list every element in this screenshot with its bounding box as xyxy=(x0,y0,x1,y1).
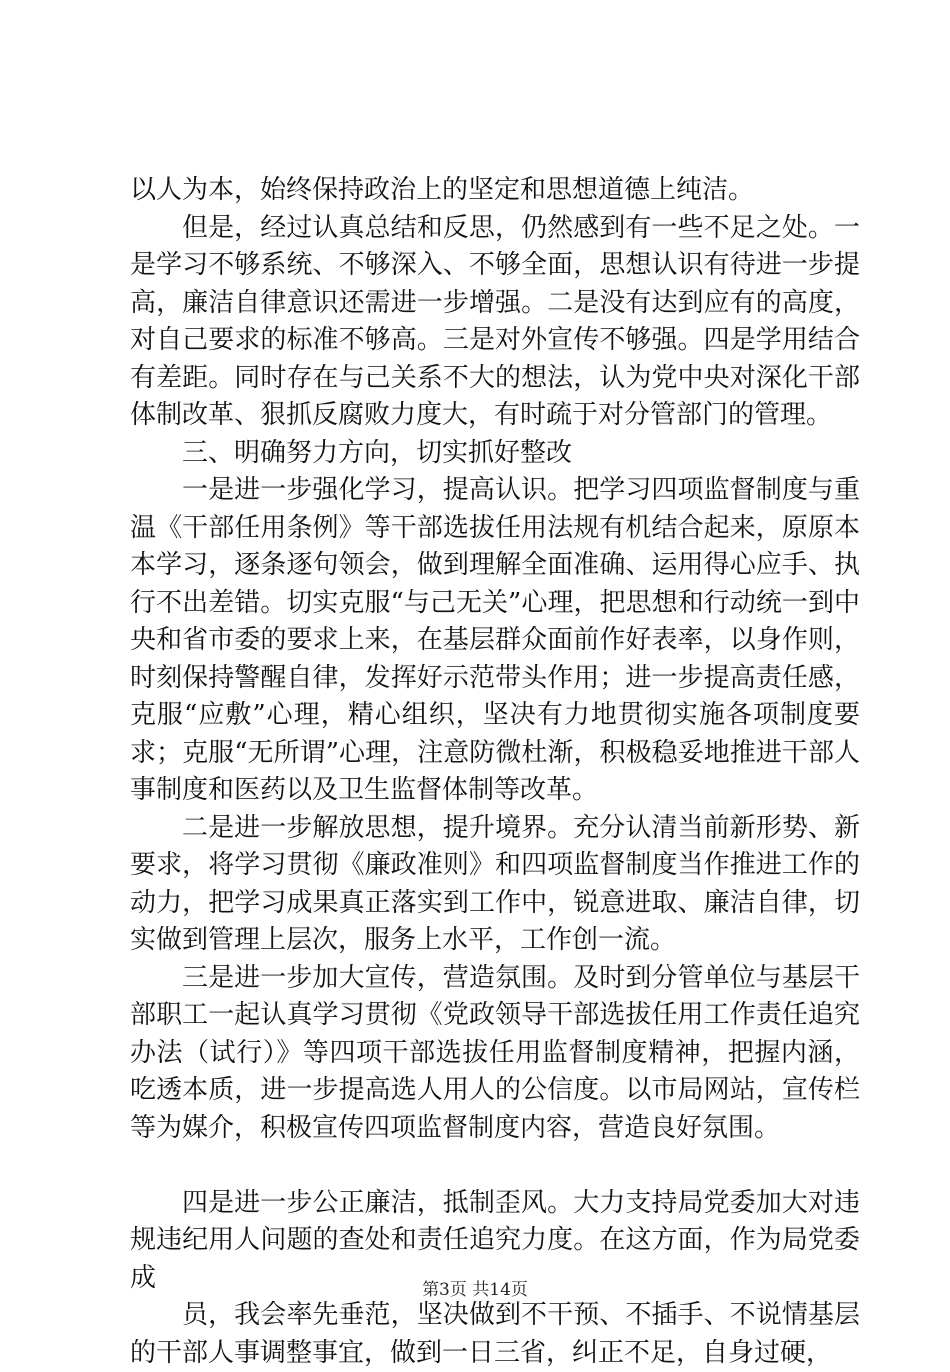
paragraph-point-4-continued: 员，我会率先垂范，坚决做到不干预、不插手、不说情基层的干部人事调整事宜，做到一日三省，纠正不足，自身过硬， xyxy=(130,1300,860,1368)
document-body xyxy=(130,172,860,1372)
paragraph-point-2: 二是进一步解放思想，提升境界。充分认清当前新形势、新要求，将学习贯彻《廉政准则》和四项监督制度当作推进工作的动力，把学习成果真正落实到工作中，锐意进取、廉洁自律，切实做到管理上层次，服务上水平，工作创一流。 xyxy=(130,812,860,955)
paragraph-point-4: 四是进一步公正廉洁，抵制歪风。大力支持局党委加大对违规违纪用人问题的查处和责任追究力度。在这方面，作为局党委成 xyxy=(130,1187,860,1293)
paragraph-intro-line: 以人为本，始终保持政治上的坚定和思想道德上纯洁。 xyxy=(130,175,755,205)
paragraph-gap xyxy=(130,1147,860,1185)
paragraph-shortcomings: 但是，经过认真总结和反思，仍然感到有一些不足之处。一是学习不够系统、不够深入、不够全面，思想认识有待进一步提高，廉洁自律意识还需进一步增强。二是没有达到应有的高度，对自己要求的标准不够高。三是对外宣传不够强。四是学用结合有差距。同时存在与己关系不大的想法，认为党中央对深化干部体制改革、狠抓反腐败力度大，有时疏于对分管部门的管理。 xyxy=(130,212,860,430)
paragraph-point-3: 三是进一步加大宣传，营造氛围。及时到分管单位与基层干部职工一起认真学习贯彻《党政领导干部选拔任用工作责任追究办法（试行）》等四项干部选拔任用监督制度精神，把握内涵，吃透本质，进一步提高选人用人的公信度。以市局网站，宣传栏等为媒介，积极宣传四项监督制度内容，营造良好氛围。 xyxy=(130,962,860,1143)
paragraph-point-1: 一是进一步强化学习，提高认识。把学习四项监督制度与重温《干部任用条例》等干部选拔任用法规有机结合起来，原原本本学习，逐条逐句领会，做到理解全面准确、运用得心应手、执行不出差错。切实克服“与己无关”心理，把思想和行动统一到中央和省市委的要求上来，在基层群众面前作好表率，以身作则，时刻保持警醒自律，发挥好示范带头作用；进一步提高责任感，克服“应敷”心理，精心组织，坚决有力地贯彻实施各项制度要求；克服“无所谓”心理，注意防微杜渐，积极稳妥地推进干部人事制度和医药以及卫生监督体制等改革。 xyxy=(130,475,860,805)
page-footer: 第3页 共14页 xyxy=(422,1280,528,1300)
section-heading-3: 三、明确努力方向，切实抓好整改 xyxy=(182,437,573,468)
